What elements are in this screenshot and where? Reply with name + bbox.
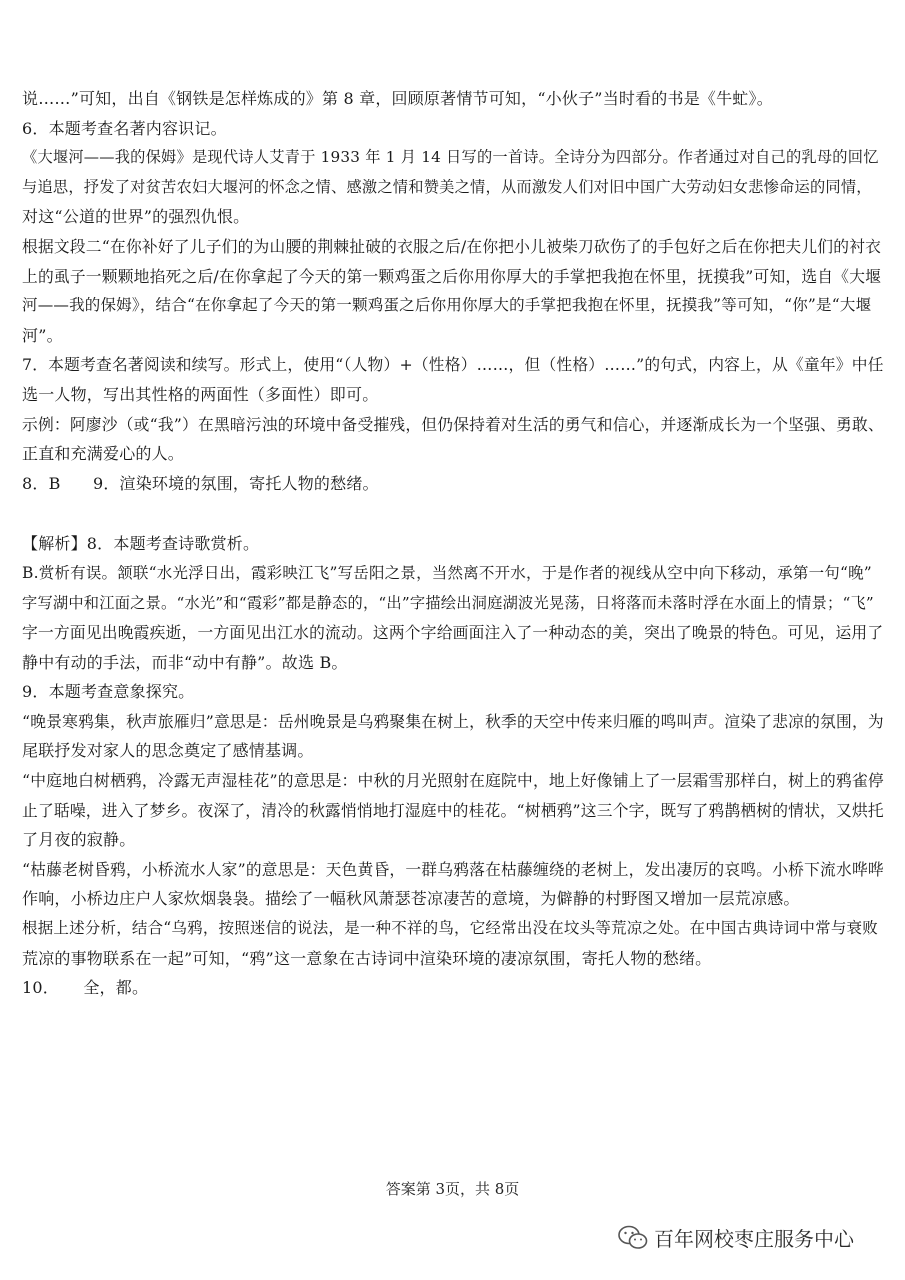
text-line: “枯藤老树昏鸦，小桥流水人家”的意思是：天色黄昏，一群乌鸦落在枯藤缠绕的老树上，发出凄厉的哀鸣。小桥下流水哗哗 bbox=[22, 859, 884, 879]
text-line: 对这“公道的世界”的强烈仇恨。 bbox=[22, 207, 250, 227]
text-line: 说……”可知，出自《钢铁是怎样炼成的》第 8 章，回顾原著情节可知，“小伙子”当时看的书是《牛虻》。 bbox=[22, 89, 773, 108]
text-line: 河”。 bbox=[22, 325, 63, 345]
text-line: 根据上述分析，结合“乌鸦，按照迷信的说法，是一种不祥的鸟，它经常出没在坟头等荒凉之处。在中国古典诗词中常与衰败 bbox=[22, 919, 878, 938]
text-line: 字写湖中和江面之景。“水光”和“霞彩”都是静态的，“出”字描绘出洞庭湖波光晃荡，日将落而未落时浮在水面上的情景；“飞” bbox=[22, 593, 874, 612]
text-line: 荒凉的事物联系在一起”可知，“鸦”这一意象在古诗词中渲染环境的凄凉氛围，寄托人物的愁绪。 bbox=[22, 948, 712, 968]
text-line: 【解析】8．本题考查诗歌赏析。 bbox=[22, 534, 260, 554]
wechat-icon bbox=[618, 1225, 648, 1251]
paragraph-gap bbox=[22, 498, 884, 529]
watermark bbox=[618, 1223, 854, 1252]
text-line: 根据文段二“在你补好了儿子们的为山腰的荆棘扯破的衣服之后/在你把小儿被柴刀砍伤了的手包好之后在你把夫儿们的衬衣 bbox=[22, 236, 882, 256]
text-line: 10． 全，都。 bbox=[22, 978, 149, 998]
text-line: 止了聒噪，进入了梦乡。夜深了，清冷的秋露悄悄地打湿庭中的桂花。“树栖鸦”这三个字，既写了鸦鹊栖树的情状，又烘托 bbox=[22, 800, 884, 820]
text-line: 《大堰河——我的保姆》是现代诗人艾青于 1933 年 1 月 14 日写的一首诗。全诗分为四部分。作者通过对自己的乳母的回忆 bbox=[22, 148, 879, 167]
text-line: 示例：阿廖沙（或“我”）在黑暗污浊的环境中备受摧残，但仍保持着对生活的勇气和信心，并逐渐成长为一个坚强、勇敢、 bbox=[22, 414, 884, 434]
text-line: 选一人物，写出其性格的两面性（多面性）即可。 bbox=[22, 384, 379, 404]
text-line: 上的虱子一颗颗地掐死之后/在你拿起了今天的第一颗鸡蛋之后你用你厚大的手掌把我抱在怀里，抚摸我”可知，选自《大堰 bbox=[22, 266, 882, 286]
text-line: 正直和充满爱心的人。 bbox=[22, 444, 185, 464]
document-body bbox=[22, 84, 884, 1003]
text-line: 河——我的保姆》，结合“在你拿起了今天的第一颗鸡蛋之后你用你厚大的手掌把我抱在怀里，抚摸我”等可知，“你”是“大堰 bbox=[22, 296, 872, 315]
text-line: 字一方面见出晚霞疾逝，一方面见出江水的流动。这两个字给画面注入了一种动态的美，突出了晚景的特色。可见，运用了 bbox=[22, 623, 884, 643]
text-line: 了月夜的寂静。 bbox=[22, 830, 136, 850]
text-line: 静中有动的手法，而非“动中有静”。故选 B。 bbox=[22, 652, 348, 672]
text-line: 8．B 9．渲染环境的氛围，寄托人物的愁绪。 bbox=[22, 473, 379, 493]
text-line: 作响，小桥边庄户人家炊烟袅袅。描绘了一幅秋风萧瑟苍凉凄苦的意境，为僻静的村野图又增加一层荒凉感。 bbox=[22, 889, 800, 909]
page-footer: 答案第 3页，共 8页 bbox=[385, 1180, 520, 1198]
text-line: 9．本题考查意象探究。 bbox=[22, 682, 195, 702]
text-line: “晚景寒鸦集，秋声旅雁归”意思是：岳州晚景是乌鸦聚集在树上，秋季的天空中传来归雁的鸣叫声。渲染了悲凉的氛围，为 bbox=[22, 711, 884, 731]
text-line: B.赏析有误。颔联“水光浮日出，霞彩映江飞”写岳阳之景，当然离不开水，于是作者的视线从空中向下移动，承第一句“晚” bbox=[22, 563, 872, 582]
text-line: 6．本题考查名著内容识记。 bbox=[22, 118, 227, 138]
text-line: “中庭地白树栖鸦，冷露无声湿桂花”的意思是：中秋的月光照射在庭院中，地上好像铺上了一层霜雪那样白，树上的鸦雀停 bbox=[22, 771, 884, 791]
text-line: 与追思，抒发了对贫苦农妇大堰河的怀念之情、感激之情和赞美之情，从而激发人们对旧中国广大劳动妇女悲惨命运的同情， bbox=[22, 177, 872, 196]
text-line: 7．本题考查名著阅读和续写。形式上，使用“（人物）+（性格）……，但（性格）……”的句式，内容上，从《童年》中任 bbox=[22, 355, 884, 375]
watermark-text: 百年网校枣庄服务中心 bbox=[654, 1227, 854, 1251]
text-line: 尾联抒发对家人的思念奠定了感情基调。 bbox=[22, 741, 314, 761]
